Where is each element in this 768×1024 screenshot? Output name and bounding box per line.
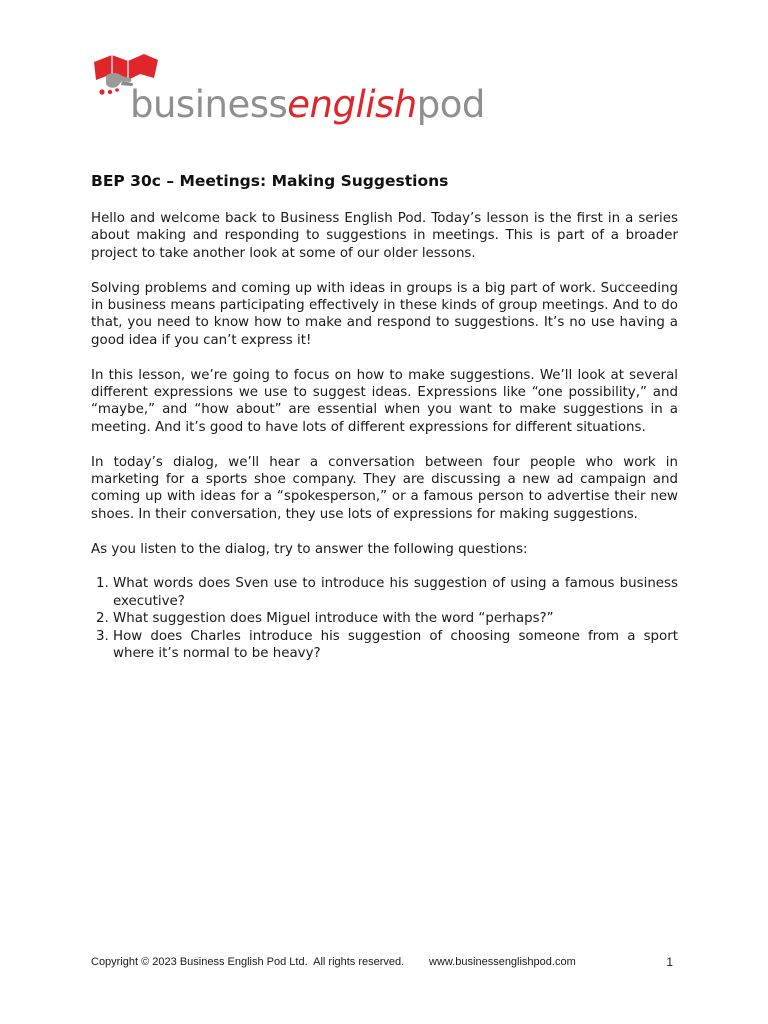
paragraph: As you listen to the dialog, try to answer the following questions: — [91, 541, 528, 557]
document-title: BEP 30c – Meetings: Making Suggestions — [91, 172, 449, 190]
logo-word-pod: pod — [416, 83, 485, 126]
paragraph: In this lesson, we’re going to focus on how to make suggestions. We’ll look at several different expressions we use to suggest ideas. Expressions like “one possibility,” and “maybe,” and “how about” are essential when you want to make suggestions in a meeting. And it’s good to have lots of different expressions for different situations. — [91, 367, 678, 435]
logo-word-business: business — [130, 83, 288, 126]
question-item: 2. What suggestion does Miguel introduce with the word “perhaps?” — [113, 610, 678, 627]
question-item: 3. How does Charles introduce his suggestion of choosing someone from a sport where it’s normal to be heavy? — [113, 628, 678, 663]
page-number: 1 — [666, 955, 673, 969]
paragraph: Hello and welcome back to Business English Pod. Today’s lesson is the first in a series about making and responding to suggestions in meetings. This is part of a broader project to take another look at some of our older lessons. — [91, 211, 678, 261]
paragraph: Solving problems and coming up with ideas in groups is a big part of work. Succeeding in business means participating effectively in these kinds of group meetings. And to do that, you need to know how to make and respond to suggestions. It’s no use having a good idea if you can’t express it! — [91, 280, 678, 348]
question-list — [91, 575, 678, 662]
question-item: 1. What words does Sven use to introduce his suggestion of using a famous business executive? — [113, 575, 678, 610]
footer-url-link[interactable]: www.businessenglishpod.com — [429, 956, 576, 968]
document-body — [91, 210, 678, 662]
footer-copyright: Copyright © 2023 Business English Pod Ltd. All rights reserved. — [91, 956, 405, 968]
paragraph: In today’s dialog, we’ll hear a conversation between four people who work in marketing for a sports shoe company. They are discussing a new ad campaign and coming up with ideas for a “spokesperson,” or a famous person to advertise their new shoes. In their conversation, they use lots of expressions for making suggestions. — [91, 454, 678, 522]
brand-logo — [92, 52, 492, 142]
logo-wordmark — [130, 83, 485, 126]
logo-word-english: english — [287, 83, 417, 126]
